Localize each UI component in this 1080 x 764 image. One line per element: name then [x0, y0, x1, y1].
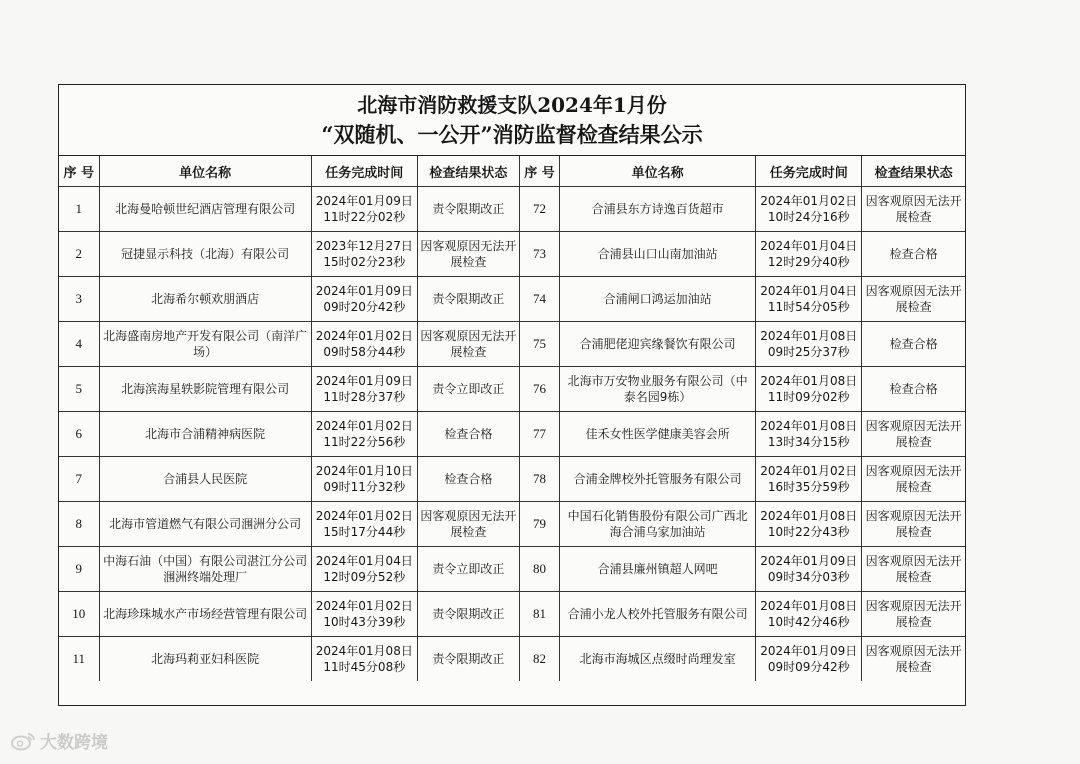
row-finish-time: 2024年01月02日09时58分44秒 [311, 322, 417, 367]
row-finish-time: 2024年01月02日15时17分44秒 [311, 502, 417, 547]
row-result-status-right: 因客观原因无法开展检查 [862, 502, 965, 547]
row-finish-time: 2024年01月02日11时22分56秒 [311, 412, 417, 457]
row-finish-time-right: 2024年01月08日13时34分15秒 [756, 412, 862, 457]
row-unit-name-right: 合浦小龙人校外托管服务有限公司 [560, 592, 756, 637]
row-unit-name: 北海市管道燃气有限公司涠洲分公司 [99, 502, 311, 547]
row-seq-right: 77 [519, 412, 559, 457]
row-seq-right: 72 [519, 187, 559, 232]
row-finish-time: 2024年01月08日11时45分08秒 [311, 637, 417, 682]
row-unit-name: 北海曼哈顿世纪酒店管理有限公司 [99, 187, 311, 232]
row-result-status: 因客观原因无法开展检查 [417, 502, 519, 547]
row-seq: 3 [59, 277, 99, 322]
row-result-status: 责令限期改正 [417, 187, 519, 232]
results-table [59, 156, 965, 681]
row-unit-name-right: 合浦县廉州镇超人网吧 [560, 547, 756, 592]
header-unit-right: 单位名称 [560, 156, 756, 187]
row-unit-name: 中海石油（中国）有限公司湛江分公司涠洲终端处理厂 [99, 547, 311, 592]
row-seq-right: 75 [519, 322, 559, 367]
table-row [59, 637, 965, 682]
watermark-text: 大数跨境 [40, 733, 108, 753]
row-finish-time-right: 2024年01月08日11时09分02秒 [756, 367, 862, 412]
row-finish-time-right: 2024年01月04日12时29分40秒 [756, 232, 862, 277]
row-finish-time: 2024年01月10日09时11分32秒 [311, 457, 417, 502]
row-finish-time-right: 2024年01月08日10时42分46秒 [756, 592, 862, 637]
row-finish-time-right: 2024年01月08日10时22分43秒 [756, 502, 862, 547]
row-unit-name: 北海希尔顿欢朋酒店 [99, 277, 311, 322]
row-seq-right: 82 [519, 637, 559, 682]
row-seq: 5 [59, 367, 99, 412]
row-result-status: 责令立即改正 [417, 367, 519, 412]
row-seq-right: 76 [519, 367, 559, 412]
row-seq: 11 [59, 637, 99, 682]
row-result-status: 责令限期改正 [417, 592, 519, 637]
row-finish-time-right: 2024年01月09日09时09分42秒 [756, 637, 862, 682]
row-result-status-right: 检查合格 [862, 322, 965, 367]
row-result-status: 检查合格 [417, 457, 519, 502]
table-row [59, 547, 965, 592]
table-header-row [59, 156, 965, 187]
table-row [59, 322, 965, 367]
row-seq: 8 [59, 502, 99, 547]
row-finish-time: 2024年01月09日11时28分37秒 [311, 367, 417, 412]
row-seq-right: 80 [519, 547, 559, 592]
row-result-status-right: 因客观原因无法开展检查 [862, 592, 965, 637]
header-seq-right: 序 号 [519, 156, 559, 187]
row-finish-time: 2024年01月02日10时43分39秒 [311, 592, 417, 637]
row-result-status: 责令立即改正 [417, 547, 519, 592]
row-unit-name-right: 北海市万安物业服务有限公司（中泰名园9栋） [560, 367, 756, 412]
row-unit-name: 北海盛南房地产开发有限公司（南洋广场） [99, 322, 311, 367]
table-row [59, 457, 965, 502]
table-row [59, 502, 965, 547]
table-row [59, 412, 965, 457]
row-result-status: 因客观原因无法开展检查 [417, 232, 519, 277]
row-seq: 7 [59, 457, 99, 502]
header-seq: 序 号 [59, 156, 99, 187]
row-unit-name: 北海珍珠城水产市场经营管理有限公司 [99, 592, 311, 637]
watermark [10, 728, 108, 753]
row-finish-time-right: 2024年01月08日09时25分37秒 [756, 322, 862, 367]
row-unit-name: 北海玛莉亚妇科医院 [99, 637, 311, 682]
row-result-status-right: 因客观原因无法开展检查 [862, 187, 965, 232]
row-seq: 1 [59, 187, 99, 232]
row-result-status-right: 因客观原因无法开展检查 [862, 637, 965, 682]
weibo-icon [10, 731, 36, 751]
row-result-status-right: 因客观原因无法开展检查 [862, 547, 965, 592]
document-title [59, 85, 965, 156]
header-time: 任务完成时间 [311, 156, 417, 187]
row-unit-name-right: 佳禾女性医学健康美容会所 [560, 412, 756, 457]
row-seq: 4 [59, 322, 99, 367]
row-unit-name-right: 合浦肥佬迎宾缘餐饮有限公司 [560, 322, 756, 367]
row-result-status: 检查合格 [417, 412, 519, 457]
table-row [59, 187, 965, 232]
document-sheet [58, 84, 966, 706]
title-line-2: “双随机、一公开”消防监督检查结果公示 [321, 122, 703, 147]
row-unit-name-right: 合浦县东方诗逸百货超市 [560, 187, 756, 232]
row-seq: 2 [59, 232, 99, 277]
row-unit-name-right: 合浦县山口山南加油站 [560, 232, 756, 277]
row-seq: 9 [59, 547, 99, 592]
table-row [59, 232, 965, 277]
row-result-status: 责令限期改正 [417, 637, 519, 682]
row-result-status: 责令限期改正 [417, 277, 519, 322]
row-result-status-right: 因客观原因无法开展检查 [862, 412, 965, 457]
table-row [59, 367, 965, 412]
header-time-right: 任务完成时间 [756, 156, 862, 187]
row-seq: 10 [59, 592, 99, 637]
row-unit-name: 冠捷显示科技（北海）有限公司 [99, 232, 311, 277]
row-finish-time: 2024年01月09日09时20分42秒 [311, 277, 417, 322]
row-seq-right: 78 [519, 457, 559, 502]
row-unit-name: 北海市合浦精神病医院 [99, 412, 311, 457]
row-finish-time: 2023年12月27日15时02分23秒 [311, 232, 417, 277]
row-unit-name: 北海滨海星轶影院管理有限公司 [99, 367, 311, 412]
header-status: 检查结果状态 [417, 156, 519, 187]
row-finish-time-right: 2024年01月09日09时34分03秒 [756, 547, 862, 592]
header-unit: 单位名称 [99, 156, 311, 187]
header-status-right: 检查结果状态 [862, 156, 965, 187]
title-line-1: 北海市消防救援支队2024年1月份 [357, 93, 667, 117]
row-seq-right: 79 [519, 502, 559, 547]
row-seq-right: 74 [519, 277, 559, 322]
table-row [59, 277, 965, 322]
row-result-status-right: 检查合格 [862, 367, 965, 412]
row-seq-right: 73 [519, 232, 559, 277]
row-seq: 6 [59, 412, 99, 457]
row-unit-name-right: 中国石化销售股份有限公司广西北海合浦乌家加油站 [560, 502, 756, 547]
row-finish-time: 2024年01月09日11时22分02秒 [311, 187, 417, 232]
row-result-status-right: 因客观原因无法开展检查 [862, 277, 965, 322]
row-finish-time-right: 2024年01月02日16时35分59秒 [756, 457, 862, 502]
row-unit-name-right: 北海市海城区点缀时尚理发室 [560, 637, 756, 682]
row-finish-time-right: 2024年01月02日10时24分16秒 [756, 187, 862, 232]
row-result-status: 因客观原因无法开展检查 [417, 322, 519, 367]
row-unit-name-right: 合浦金牌校外托管服务有限公司 [560, 457, 756, 502]
table-row [59, 592, 965, 637]
row-finish-time-right: 2024年01月04日11时54分05秒 [756, 277, 862, 322]
row-result-status-right: 检查合格 [862, 232, 965, 277]
row-result-status-right: 因客观原因无法开展检查 [862, 457, 965, 502]
row-unit-name-right: 合浦闸口鸿运加油站 [560, 277, 756, 322]
row-unit-name: 合浦县人民医院 [99, 457, 311, 502]
row-finish-time: 2024年01月04日12时09分52秒 [311, 547, 417, 592]
row-seq-right: 81 [519, 592, 559, 637]
